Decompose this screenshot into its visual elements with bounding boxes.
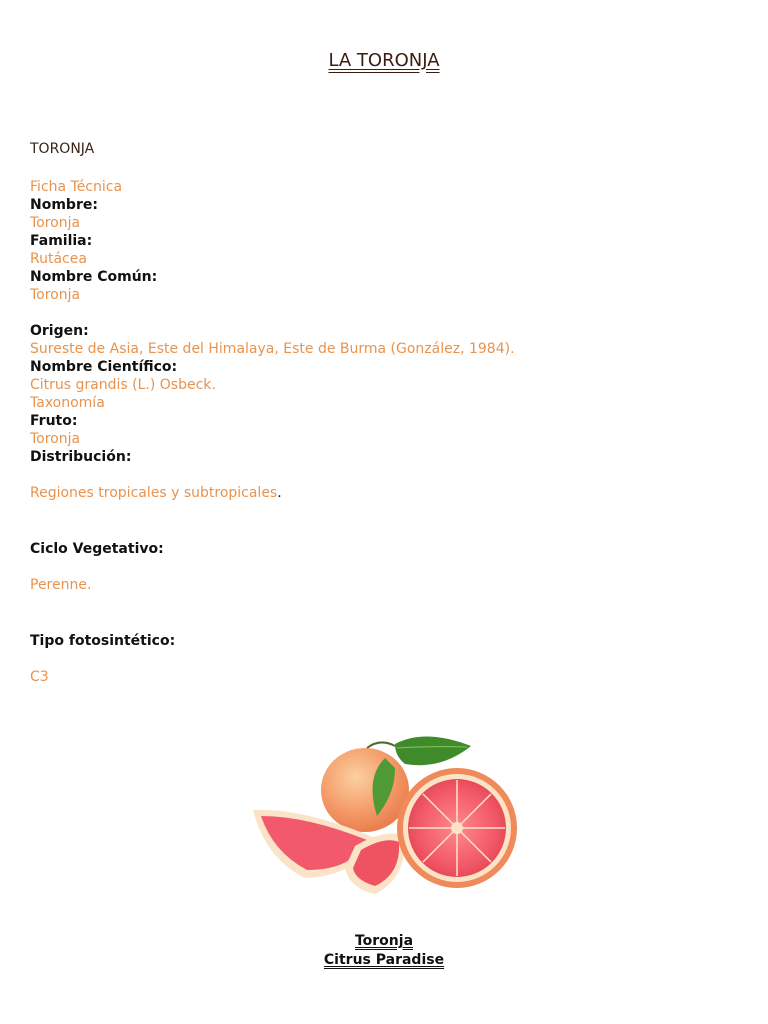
nombre-cientifico-label: Nombre Científico: [30,359,178,375]
fact-sheet [30,140,730,686]
ciclo-value: Perenne. [30,577,92,593]
distribucion-line [30,484,730,502]
familia-value: Rutácea [30,251,87,267]
grapefruit-image [245,728,525,908]
fruto-label: Fruto: [30,413,78,429]
nombre-value: Toronja [30,215,81,231]
image-caption [0,932,768,970]
nombre-label: Nombre: [30,197,98,213]
grapefruit-illustration-icon [245,728,525,908]
ciclo-label: Ciclo Vegetativo: [30,541,164,557]
familia-label: Familia: [30,233,93,249]
caption-line-1: Toronja [354,933,414,949]
nombre-comun-label: Nombre Común: [30,269,158,285]
ficha-tecnica: Ficha Técnica [30,179,123,195]
origen-value: Sureste de Asia, Este del Himalaya, Este de Burma (González, 1984). [30,341,515,357]
origen-label: Origen: [30,323,89,339]
fruto-value: Toronja [30,431,81,447]
caption-line-2: Citrus Paradise [323,952,445,968]
section-heading: TORONJA [30,141,95,157]
tipo-label: Tipo fotosintético: [30,633,176,649]
nombre-cientifico-value: Citrus grandis (L.) Osbeck. [30,377,216,393]
nombre-comun-value: Toronja [30,287,81,303]
taxonomia-text: Taxonomía [30,395,105,411]
tipo-value: C3 [30,669,49,685]
distribucion-value: Regiones tropicales y subtropicales [30,485,278,501]
distribucion-period: . [277,485,282,501]
page-title: LA TORONJA [328,50,440,71]
distribucion-label: Distribución: [30,449,132,465]
